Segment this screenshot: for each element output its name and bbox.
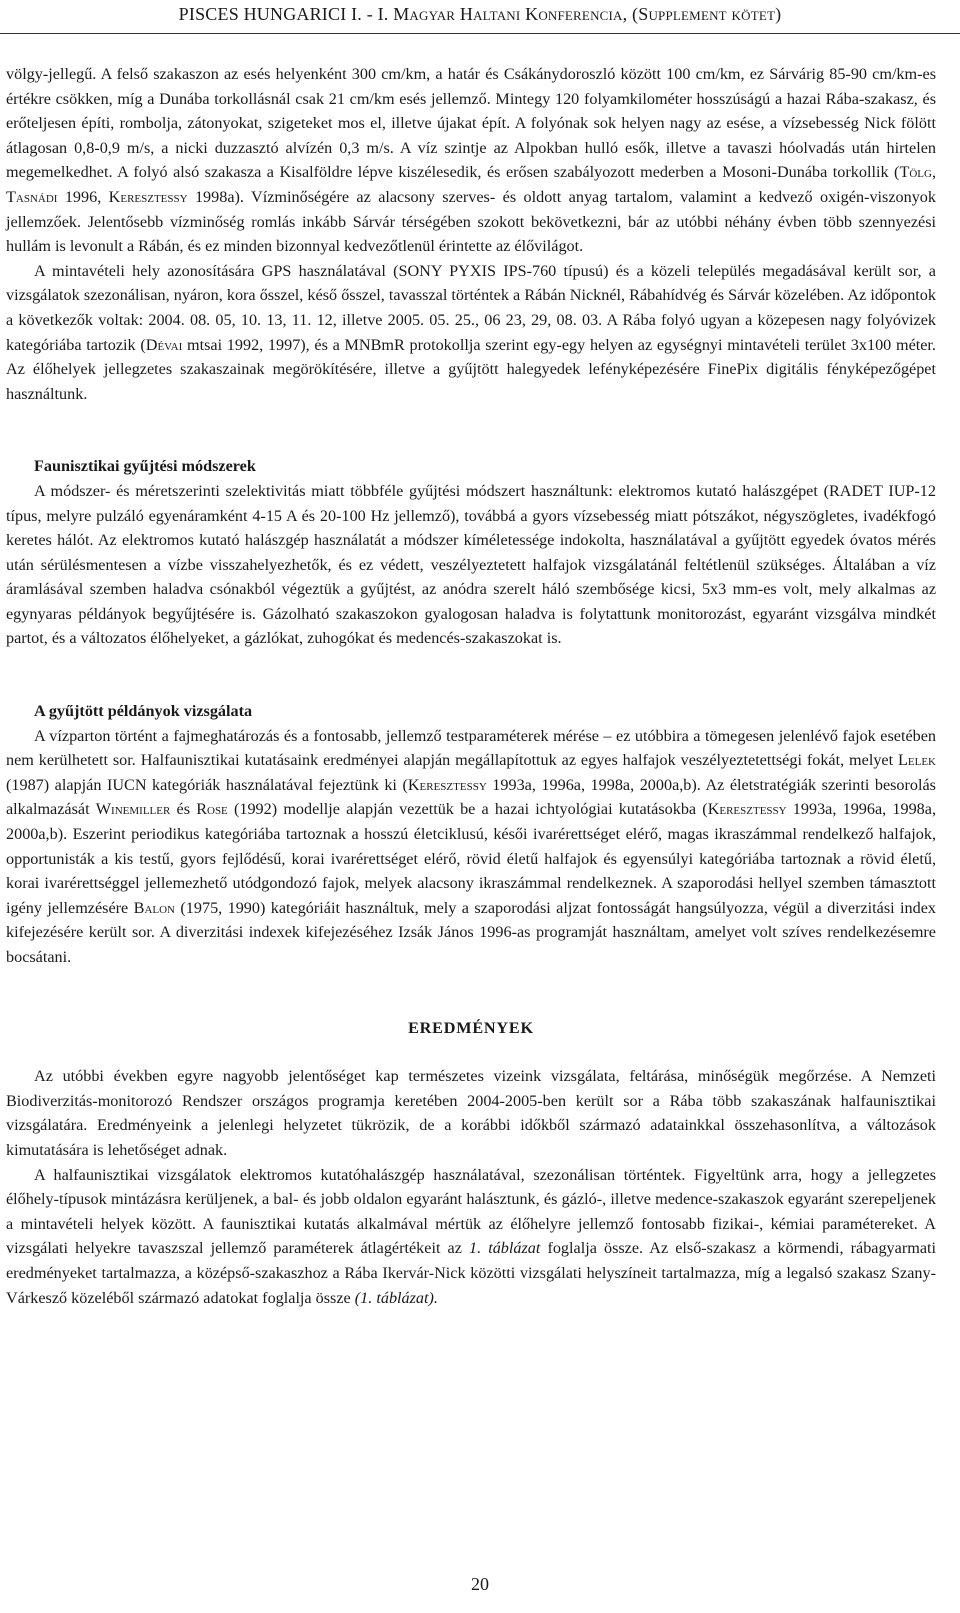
citation: Lelek xyxy=(898,751,936,770)
page-number: 20 xyxy=(471,1574,489,1594)
citation: Winemiller xyxy=(95,800,171,819)
citation: Balon xyxy=(133,898,175,917)
section-heading-methods: Faunisztikai gyűjtési módszerek xyxy=(34,457,256,476)
citation: Dévai xyxy=(145,335,183,354)
paragraph-results-methods: A halfaunisztikai vizsgálatok elektromos kutatóhalászgép használatával, szezonálisan történtek. Figyeltünk arra, hogy a jellegzetes élőhely-típusok mintázásra kerüljenek, a bal- és jobb oldalon egyaránt halásztunk, és gázló-, illetve medence-szakaszok egyaránt szerepeljenek a mintavételi helyek között. A faunisztikai kutatás alkalmával mértük az élőhelyre jellemző fontosabb fizikai-, kémiai paramétereket. A vizsgálati helyekre tavaszszal jellemző paraméterek átlagértékeit az 1. táblázat foglalja össze. Az első-szakasz a körmendi, rábagyarmati eredményeket tartalmazza, a középső-szakaszhoz a Rába Ikervár-Nick közötti vizsgálati helyszíneit tartalmazza, míg a legalsó szakasz Szany-Várkesző közeléből származó adatokat foglalja össze (1. táblázat). xyxy=(6,1165,937,1307)
journal-subtitle: Magyar Haltani Konferencia, (Supplement kötet) xyxy=(393,4,782,24)
paragraph-river-description: völgy-jellegű. A felső szakaszon az esés helyenként 300 cm/km, a határ és Csákánydoroszló között 100 cm/km, ez Sárvárig 85-90 cm/km-es értékre csökken, míg a Dunába torkollásnál csak 21 cm/km esés jellemző. Mintegy 120 folyamkilométer hosszúságú a hazai Rába-szakasz, és erőteljesen építi, rombolja, zátonyokat, szigeteket mos el, illetve újakat épít. A folyónak sok helyen nagy az esése, a vízsebesség Nick fölött átlagosan 0,8-0,9 m/s, a nicki duzzasztó alvízén 0,3 m/s. A víz szintje az Alpokban hulló esők, illetve a tavaszi hóolvadás után hirtelen megemelkedhet. A folyó alsó szakasza a Kisalföldre lépve kiszélesedik, és erősen szabályozott mederben a Mosoni-Dunába torkollik (Tölg, Tasnádi 1996, Keresztessy 1998a). Vízminőségére az alacsony szerves- és oldott anyag tartalom, valamint a kedvező oxigén-viszonyok jellemzőek. Jelentősebb vízminőség romlás inkább Sárvár térségében szokott bekövetkezni, bár az utóbbi néhány évben több szennyezési hullám is levonult a Rábán, és ez minden bizonnyal kedvezőtlenül érintette az élővilágot. xyxy=(6,65,936,256)
table-reference: 1. táblázat xyxy=(468,1239,541,1258)
paragraph-specimens: A vízparton történt a fajmeghatározás és a fontosabb, jellemző testparaméterek mérése – ez utóbbira a tömegesen jelenlévő fajok esetében nem kerülhetett sor. Halfaunisztikai kutatásaink eredményei alapján megállapítottuk az egyes halfajok veszélyeztetettségi fokát, melyet Lelek (1987) alapján IUCN kategóriák használatával fejeztünk ki (Keresztessy 1993a, 1996a, 1998a, 2000a,b). Az életstratégiák szerinti besorolás alkalmazását Winemiller és Rose (1992) modellje alapján vezettük be a hazai ichtyológiai kutatásokba (Keresztessy 1993a, 1996a, 1998a, 2000a,b). Eszerint periodikus kategóriába tartoznak a hosszú életciklusú, késői ivarérettséget elérő, magas ikraszámmal rendelkező halfajok, opportunisták a kis testű, gyors fejlődésű, korai ivarérettséget elérő, rövid életű halfajok és egyensúlyi kategóriába tartoznak a rövid életű, korai ivarérettséggel jellemezhető utódgondozó fajok, melyek alacsony ikraszámmal rendelkeznek. A szaporodási hellyel szemben támasztott igény jellemzésére Balon (1975, 1990) kategóriáit használtuk, mely a szaporodási aljzat fontosságát hangsúlyozza, végül a diverzitási index kifejezésére került sor. A diverzitási indexek kifejezéséhez Izsák János 1996-as programját használtam, amelyet volt szíves rendelkezésemre bocsátani. xyxy=(6,726,936,966)
citation: Rose xyxy=(196,800,228,819)
running-head xyxy=(0,4,960,25)
citation: Keresztessy xyxy=(407,775,487,794)
header-rule xyxy=(0,33,960,34)
citation: Keresztessy xyxy=(707,800,787,819)
table-reference: (1. táblázat). xyxy=(354,1288,438,1307)
paragraph-sampling-sites: A mintavételi hely azonosítására GPS használatával (SONY PYXIS IPS-760 típusú) és a közeli település megadásával került sor, a vizsgálatok szezonálisan, nyáron, kora ősszel, késő ősszel, tavasszal történtek a Rábán Nicknél, Rábahídvég és Sárvár közelében. Az időpontok a következők voltak: 2004. 08. 05, 10. 13, 11. 12, illetve 2005. 05. 25., 06 23, 29, 08. 03. A Rába folyó ugyan a közepesen nagy folyóvizek kategóriába tartozik (Dévai mtsai 1992, 1997), és a MNBmR protokollja szerint egy-egy helyen az egységnyi mintavételi terület 3x100 méter. Az élőhelyek jellegzetes szakaszainak megörökítésére, illetve a gyűjtött halegyedek lefényképezésére FinePix digitális fényképezőgépet használtunk. xyxy=(6,261,936,403)
citation: Tölg, Tasnádi xyxy=(6,163,936,206)
paragraph-results-intro: Az utóbbi években egyre nagyobb jelentőséget kap természetes vizeink vizsgálata, feltárása, minőségük megőrzése. A Nemzeti Biodiverzitás-monitorozó Rendszer országos programja keretében 2004-2005-ben került sor a Rába több szakaszának halfaunisztikai vizsgálatára. Eredményeink a jelenlegi helyzetet tükrözik, de a korábbi időkből származó adatainkkal összehasonlítva, a változások kimutatására is lehetőséget adnak. xyxy=(6,1067,936,1159)
journal-title: PISCES HUNGARICI I. - I. xyxy=(178,4,389,24)
citation: Keresztessy xyxy=(108,187,188,206)
paragraph-methods: A módszer- és méretszerinti szelektivitás miatt többféle gyűjtési módszert használtunk: elektromos kutató halászgépet (RADET IUP-12 típus, melyre pulzáló egyenáramként 4-15 A és 20-100 Hz jellemző), továbbá a gyors vízsebesség miatt pótszákot, négyszögletes, ivadékfogó keretes hálót. Az elektromos kutató halászgép használatát a módszer kíméletessége indokolta, használatával a gyűjtött egyedek óvatos mérés után sérülésmentesen a vízbe visszahelyezhetők, és ez védett, veszélyeztetett halfajok vizsgálatánál feltétlenül szükséges. Általában a víz áramlásával szemben haladva csónakból végeztük a gyűjtést, az anódra szerelt háló szembősége kicsi, 5x3 mm-es volt, mely alkalmas az egynyaras példányok begyűjtésére is. Gázolható szakaszokon gyalogosan haladva is folytattunk monitorozást, egyaránt vizsgálva mindkét partot, és a változatos élőhelyeket, a gázlókat, zuhogókat és medencés-szakaszokat is. xyxy=(6,481,936,648)
section-heading-specimens: A gyűjtött példányok vizsgálata xyxy=(34,702,253,721)
body-text xyxy=(6,62,936,1310)
section-heading-results: EREDMÉNYEK xyxy=(408,1018,534,1037)
